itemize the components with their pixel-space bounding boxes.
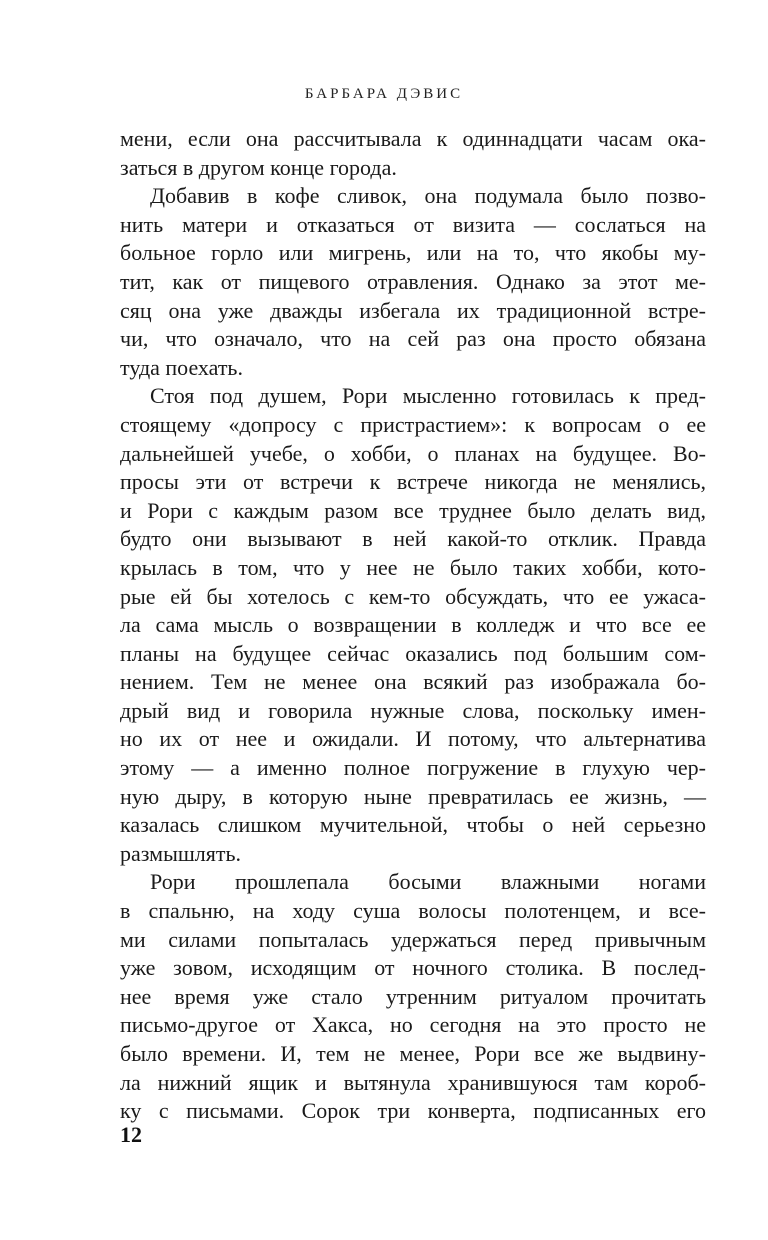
text-line: в спальню, на ходу суша волосы полотенцем, и все- xyxy=(120,898,706,924)
text-line: заться в другом конце города. xyxy=(120,154,397,180)
text-line: просы эти от встречи к встрече никогда не менялись, xyxy=(120,469,706,495)
text-line: нее время уже стало утренним ритуалом прочитать xyxy=(120,983,706,1009)
text-line: тит, как от пищевого отравления. Однако за этот ме- xyxy=(120,268,706,294)
text-line: ла нижний ящик и вытянула хранившуюся там короб- xyxy=(120,1069,706,1095)
text-line: дальнейшей учебе, о хобби, о планах на будущее. Во- xyxy=(120,440,706,466)
paragraph-2 xyxy=(120,182,706,382)
text-line: Рори прошлепала босыми влажными ногами xyxy=(150,869,706,895)
text-line: нить матери и отказаться от визита — сослаться на xyxy=(120,211,706,237)
paragraph-3 xyxy=(120,382,706,868)
text-line: больное горло или мигрень, или на то, что якобы му- xyxy=(120,240,706,266)
paragraph-4 xyxy=(120,868,706,1125)
text-line: казалась слишком мучительной, чтобы о ней серьезно xyxy=(120,812,706,838)
text-line: этому — а именно полное погружение в глухую чер- xyxy=(120,755,706,781)
text-line: чи, что означало, что на сей раз она просто обязана xyxy=(120,326,706,352)
running-head-author: БАРБАРА ДЭВИС xyxy=(304,86,464,102)
text-line: было времени. И, тем не менее, Рори все же выдвину- xyxy=(120,1041,706,1066)
text-line: но их от нее и ожидали. И потому, что альтернатива xyxy=(120,726,706,752)
text-line: ла сама мысль о возвращении в колледж и что все ее xyxy=(120,612,706,638)
text-line: ку с письмами. Сорок три конверта, подписанных его xyxy=(120,1098,706,1124)
text-line: будто они вызывают в ней какой-то отклик. Правда xyxy=(120,526,706,552)
text-line: Стоя под душем, Рори мысленно готовилась к пред- xyxy=(150,383,706,409)
text-line: планы на будущее сейчас оказались под большим сом- xyxy=(120,640,706,666)
text-line: уже зовом, исходящим от ночного столика. В послед- xyxy=(120,955,706,981)
text-line: сяц она уже дважды избегала их традиционной встре- xyxy=(120,297,706,323)
paragraph-1 xyxy=(120,125,706,182)
text-line: дрый вид и говорила нужные слова, поскольку имен- xyxy=(120,697,706,723)
page-number: 12 xyxy=(120,1122,142,1147)
text-line: размышлять. xyxy=(120,840,242,866)
text-line: рые ей бы хотелось с кем-то обсуждать, что ее ужаса- xyxy=(120,583,706,609)
text-line: туда поехать. xyxy=(120,354,243,380)
text-line: стоящему «допросу с пристрастием»: к вопросам о ее xyxy=(120,411,706,437)
text-line: и Рори с каждым разом все труднее было делать вид, xyxy=(120,497,706,523)
text-line: нением. Тем не менее она всякий раз изображала бо- xyxy=(120,669,706,695)
text-line: письмо-другое от Хакса, но сегодня на это просто не xyxy=(120,1012,706,1038)
text-line: ную дыру, в которую ныне превратилась ее жизнь, — xyxy=(120,783,706,809)
text-line: ми силами попыталась удержаться перед привычным xyxy=(120,926,706,952)
text-line: крылась в том, что у нее не было таких хобби, кото- xyxy=(120,554,706,580)
body-text xyxy=(120,125,706,1126)
text-line: Добавив в кофе сливок, она подумала было позво- xyxy=(150,183,706,209)
text-line: мени, если она рассчитывала к одиннадцати часам ока- xyxy=(120,126,706,151)
